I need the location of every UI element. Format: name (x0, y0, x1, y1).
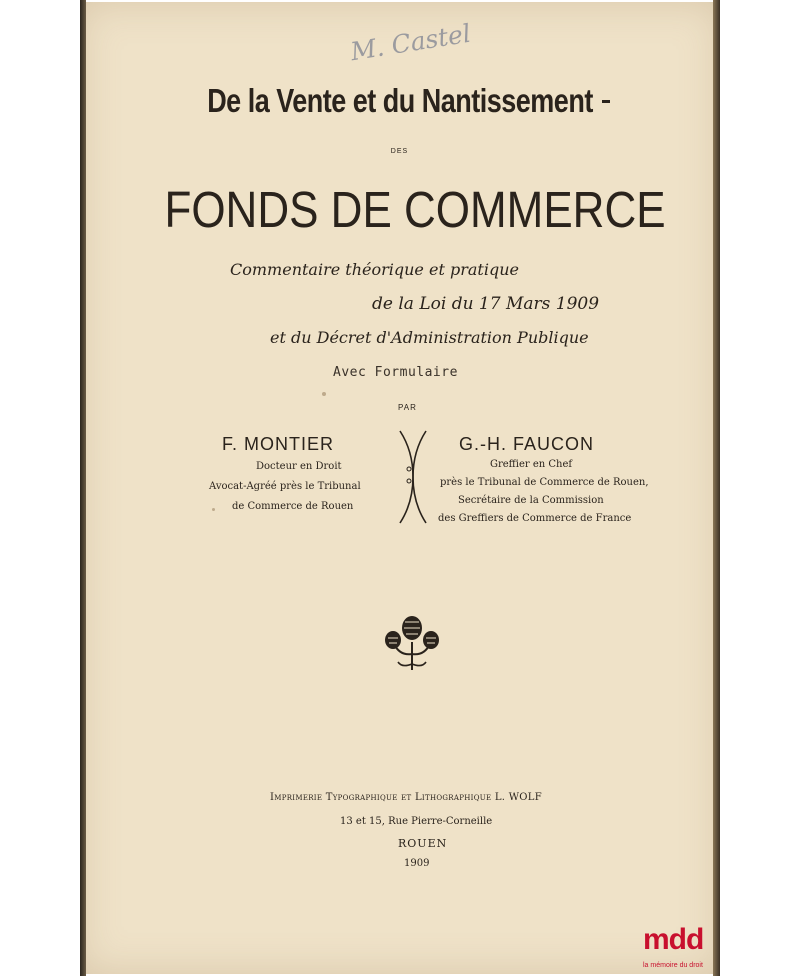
logo-tagline: la mémoire du droit (643, 962, 703, 969)
printer-city: ROUEN (398, 837, 448, 850)
author2-name: G.-H. FAUCON (459, 434, 595, 454)
author2-title-4: des Greffiers de Commerce de France (438, 513, 632, 524)
title-ornament-dash (602, 100, 610, 103)
author1-title-3: de Commerce de Rouen (232, 501, 354, 512)
author2-title-2: près le Tribunal de Commerce de Rouen, (440, 477, 649, 488)
page-left-binding (80, 0, 86, 976)
author1-title-2: Avocat-Agréé près le Tribunal (209, 481, 361, 492)
divider-ornament-icon (396, 429, 430, 525)
foxing-spot (322, 392, 326, 396)
publication-year: 1909 (404, 858, 430, 869)
page-right-edge (713, 0, 720, 976)
handwritten-note: M. Castel (348, 18, 473, 67)
subtitle-line-1: Commentaire théorique et pratique (230, 260, 519, 279)
par-label: PAR (398, 403, 417, 412)
subtitle-line-3: et du Décret d'Administration Publique (270, 328, 589, 347)
thistle-flower-icon (380, 612, 444, 674)
title-connector: DES (390, 148, 409, 155)
formulaire-label: Avec Formulaire (333, 365, 458, 380)
main-title: FONDS DE COMMERCE (164, 182, 666, 239)
author1-name: F. MONTIER (222, 434, 334, 454)
title-line: De la Vente et du Nantissement (207, 82, 593, 120)
subtitle-line-2: de la Loi du 17 Mars 1909 (372, 294, 600, 314)
author2-title-3: Secrétaire de la Commission (458, 495, 604, 506)
author1-title-1: Docteur en Droit (256, 461, 342, 472)
foxing-spot (212, 508, 215, 511)
printer-address: 13 et 15, Rue Pierre-Corneille (340, 816, 493, 827)
mdd-logo: mdd (643, 923, 704, 956)
printer-name: Imprimerie Typographique et Lithographique L. WOLF (270, 792, 542, 803)
author2-title-1: Greffier en Chef (490, 459, 573, 470)
